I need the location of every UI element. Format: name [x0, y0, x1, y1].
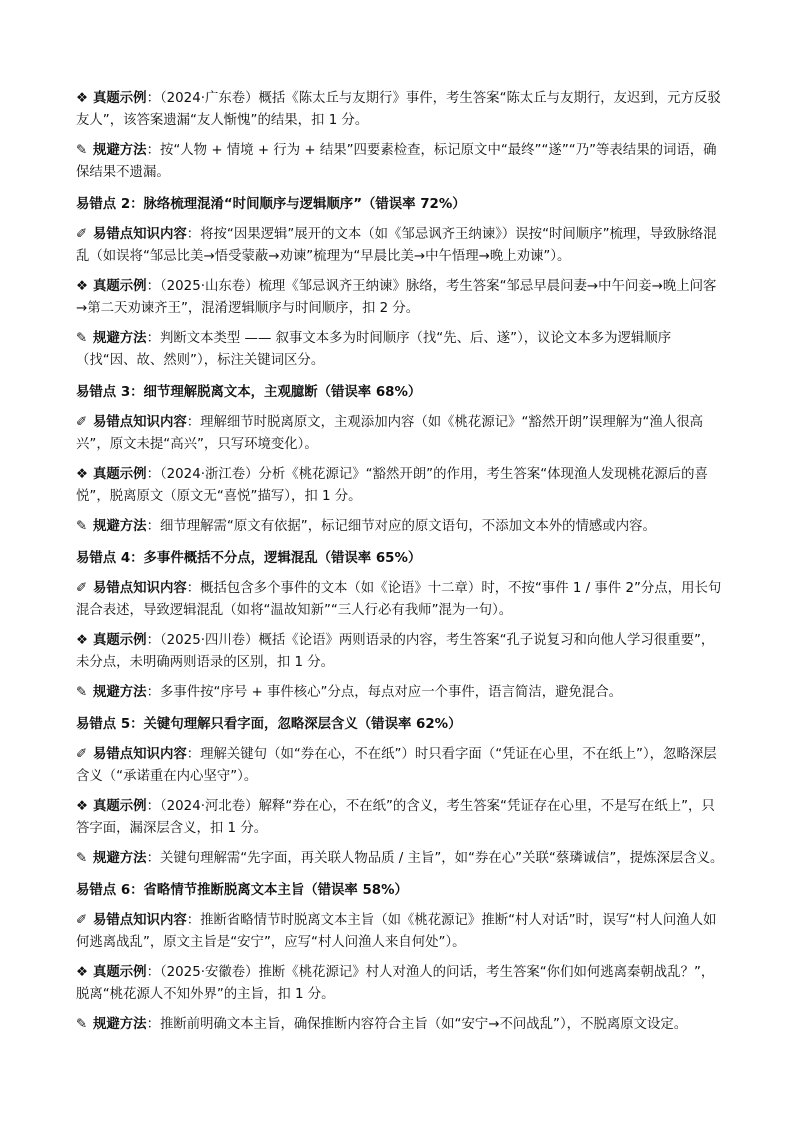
- item-label: 真题示例: [93, 633, 147, 648]
- item-text: ：推断省略情节时脱离文本主旨（如《桃花源记》推断“村人对话”时，误写“村人问渔人如何逃离战乱”，原文主旨是“安宁”，应写“村人问渔人来自何处”）。: [76, 913, 717, 950]
- section-heading: 易错点 5：关键句理解只看字面，忽略深层含义（错误率 62%）: [76, 717, 462, 732]
- pen-icon: ✐: [76, 415, 88, 430]
- item-label: 规避方法: [93, 851, 147, 866]
- example-item: [76, 962, 724, 1006]
- example-item: [76, 630, 724, 674]
- intro-avoid: [76, 140, 724, 184]
- item-label: 真题示例: [93, 91, 147, 106]
- section-heading: 易错点 4：多事件概括不分点，逻辑混乱（错误率 65%）: [76, 551, 422, 566]
- pencil-icon: ✎: [76, 519, 88, 534]
- intro-example: [76, 88, 724, 132]
- item-label: 易错点知识内容: [93, 747, 187, 762]
- knowledge-item: [76, 578, 724, 622]
- item-label: 易错点知识内容: [93, 913, 187, 928]
- example-item: [76, 276, 724, 320]
- knowledge-item: [76, 744, 724, 788]
- intro-block: [76, 88, 724, 184]
- item-text: ：理解细节时脱离原文，主观添加内容（如《桃花源记》“豁然开朗”误理解为“渔人很高兴”，原文未提“高兴”，只写环境变化）。: [76, 415, 703, 452]
- pencil-icon: ✎: [76, 331, 88, 346]
- diamond-bullet-icon: ❖: [76, 279, 89, 294]
- item-label: 规避方法: [93, 519, 147, 534]
- item-label: 真题示例: [93, 467, 147, 482]
- example-item: [76, 796, 724, 840]
- item-text: ：关键句理解需“先字面，再关联人物品质 / 主旨”，如“券在心”关联“蔡璘诚信”，提炼深层含义。: [146, 851, 724, 866]
- pencil-icon: ✎: [76, 851, 88, 866]
- avoid-item: [76, 328, 724, 372]
- item-text: ：将按“因果逻辑”展开的文本（如《邹忌讽齐王纳谏》）误按“时间顺序”梳理，导致脉络混乱（如误将“邹忌比美→悟受蒙蔽→劝谏”梳理为“早晨比美→中午悟理→晚上劝谏”）。: [76, 227, 717, 264]
- section-heading: 易错点 6：省略情节推断脱离文本主旨（错误率 58%）: [76, 883, 408, 898]
- item-label: 易错点知识内容: [93, 581, 187, 596]
- avoid-item: [76, 682, 724, 704]
- avoid-item: [76, 1014, 724, 1036]
- item-text: ：（2025·山东卷）梳理《邹忌讽齐王纳谏》脉络，考生答案“邹忌早晨问妻→中午问妾→晚上问客→第二天劝谏齐王”，混淆逻辑顺序与时间顺序，扣 2 分。: [76, 279, 717, 316]
- item-label: 规避方法: [93, 143, 147, 158]
- pen-icon: ✐: [76, 581, 88, 596]
- item-label: 规避方法: [93, 685, 147, 700]
- item-label: 真题示例: [93, 799, 147, 814]
- pen-icon: ✐: [76, 913, 88, 928]
- item-text: ：（2024·河北卷）解释“券在心，不在纸”的含义，考生答案“凭证存在心里，不是写在纸上”，只答字面，漏深层含义，扣 1 分。: [76, 799, 715, 836]
- item-text: ：理解关键句（如“券在心，不在纸”）时只看字面（“凭证在心里，不在纸上”），忽略深层含义（“承诺重在内心坚守”）。: [76, 747, 717, 784]
- item-label: 真题示例: [93, 279, 147, 294]
- section-error-point-6: [76, 880, 724, 1036]
- diamond-bullet-icon: ❖: [76, 799, 89, 814]
- pencil-icon: ✎: [76, 143, 88, 158]
- diamond-bullet-icon: ❖: [76, 633, 89, 648]
- item-text: ：（2024·广东卷）概括《陈太丘与友期行》事件，考生答案“陈太丘与友期行，友迟到，元方反驳友人”，该答案遗漏“友人惭愧”的结果，扣 1 分。: [76, 91, 721, 128]
- item-label: 规避方法: [93, 1017, 147, 1032]
- item-text: ：概括包含多个事件的文本（如《论语》十二章）时，不按“事件 1 / 事件 2”分点，用长句混合表述，导致逻辑混乱（如将“温故知新”“三人行必有我师”混为一句）。: [76, 581, 722, 618]
- pencil-icon: ✎: [76, 685, 88, 700]
- section-error-point-2: [76, 194, 724, 372]
- item-label: 易错点知识内容: [93, 415, 187, 430]
- knowledge-item: [76, 412, 724, 456]
- avoid-item: [76, 516, 724, 538]
- pencil-icon: ✎: [76, 1017, 88, 1032]
- item-text: ：（2025·安徽卷）推断《桃花源记》村人对渔人的问话，考生答案“你们如何逃离秦朝战乱？”，脱离“桃花源人不知外界”的主旨，扣 1 分。: [76, 965, 715, 1002]
- item-text: ：细节理解需“原文有依据”，标记细节对应的原文语句，不添加文本外的情感或内容。: [146, 519, 656, 534]
- item-label: 真题示例: [93, 965, 147, 980]
- item-text: ：（2024·浙江卷）分析《桃花源记》“豁然开朗”的作用，考生答案“体现渔人发现桃花源后的喜悦”，脱离原文（原文无“喜悦”描写），扣 1 分。: [76, 467, 708, 504]
- avoid-item: [76, 848, 724, 870]
- item-text: ：按“人物 + 情境 + 行为 + 结果”四要素检查，标记原文中“最终”“遂”“乃”等表结果的词语，确保结果不遗漏。: [76, 143, 717, 180]
- section-error-point-5: [76, 714, 724, 870]
- section-heading: 易错点 3：细节理解脱离文本，主观臆断（错误率 68%）: [76, 385, 422, 400]
- item-text: ：（2025·四川卷）概括《论语》两则语录的内容，考生答案“孔子说复习和向他人学习很重要”，未分点，未明确两则语录的区别，扣 1 分。: [76, 633, 715, 670]
- example-item: [76, 464, 724, 508]
- pen-icon: ✐: [76, 227, 88, 242]
- diamond-bullet-icon: ❖: [76, 467, 89, 482]
- item-text: ：多事件按“序号 + 事件核心”分点，每点对应一个事件，语言简洁，避免混合。: [146, 685, 623, 700]
- section-error-point-3: [76, 382, 724, 538]
- item-label: 易错点知识内容: [93, 227, 187, 242]
- pen-icon: ✐: [76, 747, 88, 762]
- diamond-bullet-icon: ❖: [76, 965, 89, 980]
- item-text: ：判断文本类型 —— 叙事文本多为时间顺序（找“先、后、遂”），议论文本多为逻辑顺序（找“因、故、然则”），标注关键词区分。: [76, 331, 672, 368]
- knowledge-item: [76, 224, 724, 268]
- item-text: ：推断前明确文本主旨，确保推断内容符合主旨（如“安宁→不问战乱”），不脱离原文设定。: [146, 1017, 688, 1032]
- item-label: 规避方法: [93, 331, 147, 346]
- section-error-point-4: [76, 548, 724, 704]
- diamond-bullet-icon: ❖: [76, 91, 89, 106]
- section-heading: 易错点 2：脉络梳理混淆“时间顺序与逻辑顺序”（错误率 72%）: [76, 197, 466, 212]
- knowledge-item: [76, 910, 724, 954]
